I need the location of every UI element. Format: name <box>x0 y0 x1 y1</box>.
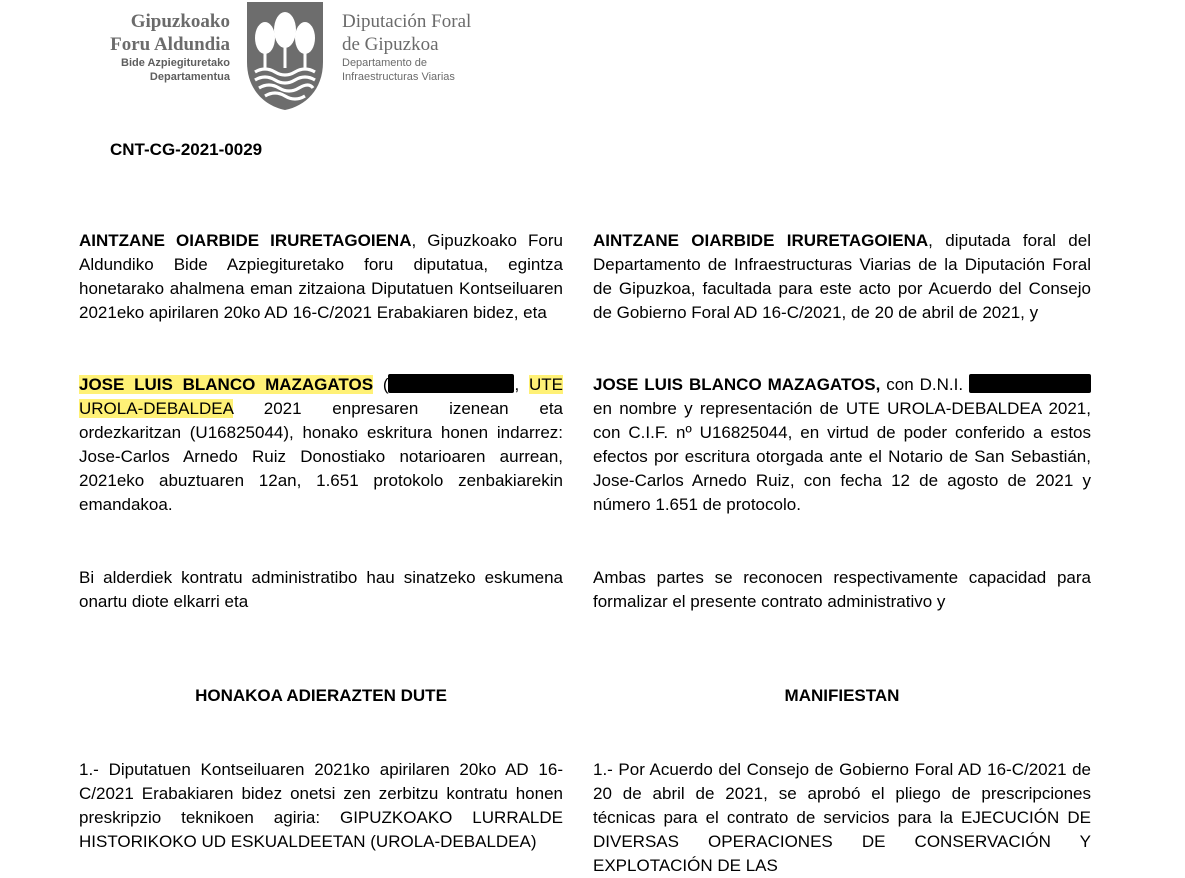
left-paragraph-1 <box>79 229 563 325</box>
basque-org-line1: Gipuzkoako <box>130 11 230 32</box>
gipuzkoa-shield-icon <box>243 0 327 112</box>
spanish-org-line2: de Gipuzkoa <box>342 34 439 55</box>
right-signatory-name: AINTZANE OIARBIDE IRURETAGOIENA <box>593 231 929 250</box>
right-paragraph-3: Ambas partes se reconocen respectivamente capacidad para formalizar el presente contrato administrativo y <box>593 568 1091 612</box>
redacted-dni <box>388 374 514 393</box>
left-section-heading: HONAKOA ADIERAZTEN DUTE <box>195 686 447 705</box>
left-paragraph-3: Bi alderdiek kontratu administratibo hau sinatzeko eskumena onartu diote elkarri eta <box>79 568 563 612</box>
basque-dept-line1: Bide Azpiegituretako <box>121 57 230 69</box>
left-paragraph-1-text: , Gipuzkoako Foru Aldundiko Bide Azpiegituretako foru diputatua, egintza honetarako ahalmena eman zitzaiona Diputatuen Kontseiluaren 2021eko apirilaren 20ko AD 16-C/2021 Erabakiaren bidez, eta <box>79 231 563 323</box>
right-paragraph-2-text: en nombre y representación de UTE UROLA-DEBALDEA 2021, con C.I.F. nº U16825044, en virtud de poder conferido a estos efectos por escritura otorgada ante el Notario de San Sebastián, Jose-Carlos Arnedo Ruiz, con fecha 12 de agosto de 2021 y número 1.651 de protocolo. <box>593 399 1091 515</box>
right-contractor-name: JOSE LUIS BLANCO MAZAGATOS, <box>593 375 881 394</box>
spanish-org-line1: Diputación Foral <box>342 11 472 32</box>
right-paragraph-4: 1.- Por Acuerdo del Consejo de Gobierno Foral AD 16-C/2021 de 20 de abril de 2021, se aprobó el pliego de prescripciones técnicas para el contrato de servicios para la EJECUCIÓN DE DIVERSAS OPERACIONES DE CONSERVACIÓN Y EXPLOTACIÓN DE LAS <box>593 760 1091 876</box>
right-section-heading: MANIFIESTAN <box>784 686 900 705</box>
left-paragraph-2-text: 2021 enpresaren izenean eta ordezkaritzan (U16825044), honako eskritura honen indarrez: Jose-Carlos Arnedo Ruiz Donostiako notarioaren aurrean, 2021eko abuztuaren 12an, 1.651 protokolo zenbakiarekin emandakoa. <box>79 399 563 515</box>
right-paragraph-2: JOSE LUIS BLANCO MAZAGATOS, con D.N.I. en nombre y representación de UTE UROLA-DEBALDEA 2021, con C.I.F. nº U16825044, en virtud de poder conferido a estos efectos por escritura otorgada ante el Notario de San Sebastián, Jose-Carlos Arnedo Ruiz, con fecha 12 de agosto de 2021 y número 1.651 de protocolo. <box>593 375 1091 515</box>
left-signatory-name: AINTZANE OIARBIDE IRURETAGOIENA <box>79 231 412 250</box>
basque-dept-line2: Departamentua <box>149 71 230 83</box>
spanish-org-name <box>342 10 471 84</box>
basque-org-line2: Foru Aldundia <box>110 34 230 55</box>
contract-reference: CNT-CG-2021-0029 <box>110 140 263 159</box>
right-paragraph-1 <box>593 229 1091 325</box>
basque-org-name <box>110 10 230 84</box>
left-paragraph-2: JOSE LUIS BLANCO MAZAGATOS ( , UTE UROLA-DEBALDEA 2021 enpresaren izenean eta ordezkaritzan (U16825044), honako eskritura honen indarrez: Jose-Carlos Arnedo Ruiz Donostiako notarioaren aurrean, 2021eko abuztuaren 12an, 1.651 protokolo zenbakiarekin emandakoa. <box>79 375 563 515</box>
left-paragraph-4: 1.- Diputatuen Kontseiluaren 2021ko apirilaren 20ko AD 16-C/2021 Erabakiaren bidez onetsi zen zerbitzu kontratu honen preskripzio teknikoen agiria: GIPUZKOAKO LURRALDE HISTORIKOKO UD ESKUALDEETAN (UROLA-DEBALDEA) <box>79 760 563 852</box>
redacted-dni-right <box>969 374 1091 393</box>
spanish-dept-line2: Infraestructuras Viarias <box>342 71 455 83</box>
left-company-name: UTE UROLA-DEBALDEA <box>79 375 563 419</box>
left-contractor-name: JOSE LUIS BLANCO MAZAGATOS <box>79 375 374 394</box>
spanish-dept-line1: Departamento de <box>342 57 427 69</box>
right-paragraph-1-text: , diputada foral del Departamento de Infraestructuras Viarias de la Diputación Foral de Gipuzkoa, facultada para este acto por Acuerdo del Consejo de Gobierno Foral AD 16-C/2021, de 20 de abril de 2021, y <box>593 231 1091 323</box>
